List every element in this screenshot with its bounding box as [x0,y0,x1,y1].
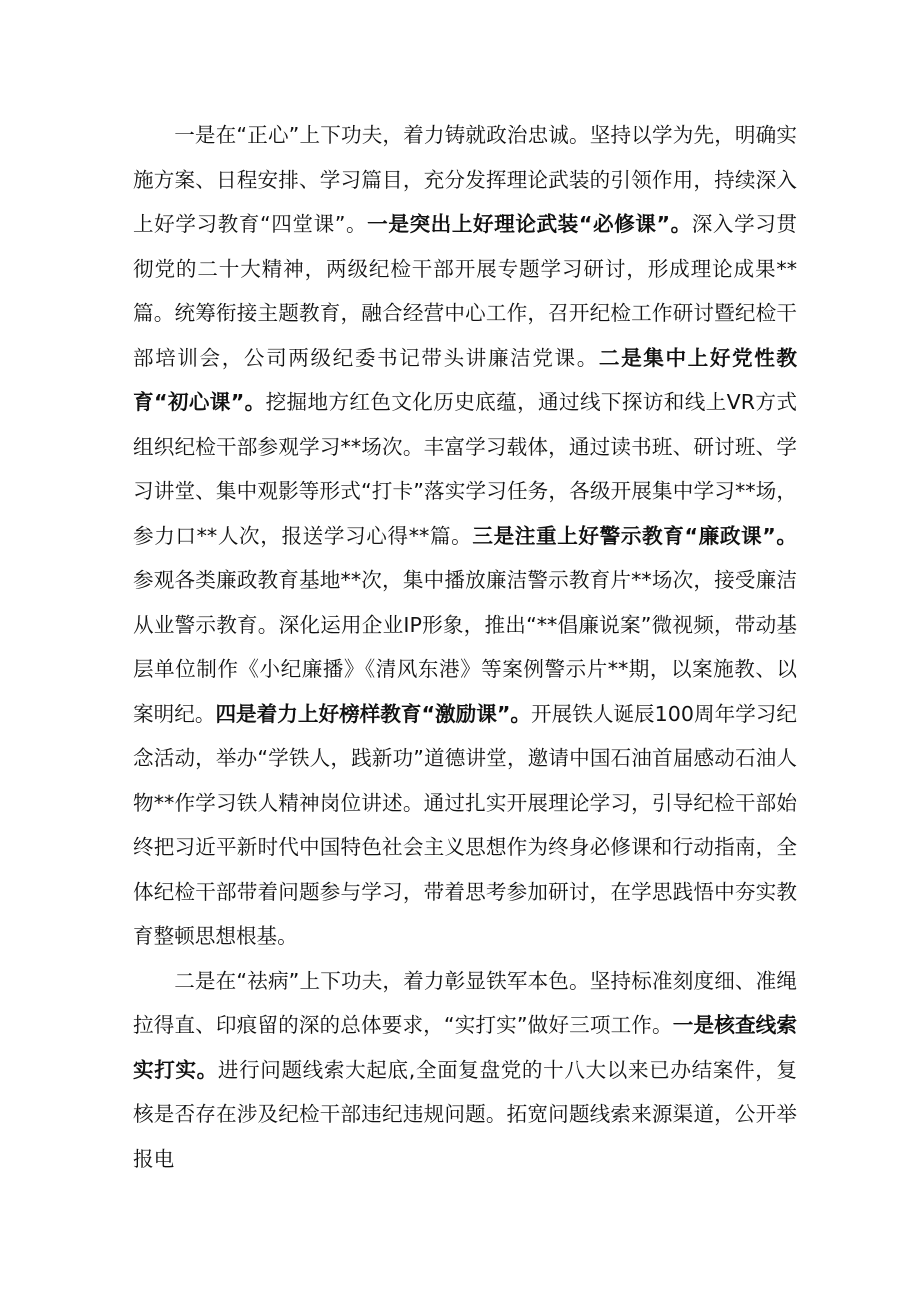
bold-heading: 三是注重上好警示教育“廉政课”。 [472,523,798,548]
bold-heading: 四是着力上好榜样教育“激励课”。 [215,701,532,726]
bold-heading: 一是核查线索实打实。 [133,1013,797,1082]
paragraph-text: 一是在“正心”上下功夫，着力铸就政治忠诚。坚持以学为先，明确实施方案、日程安排、学习篇目，充分发挥理论武装的引领作用，持续深入上好学习教育“四堂课”。 [133,123,797,236]
paragraph-text: 参观各类廉政教育基地**次，集中播放廉洁警示教育片**场次，接受廉洁从业警示教育。深化运用企业IP形象，推出“**倡廉说案”微视频，带动基层单位制作《小纪廉播》《清风东港》等案例警示片**期，以案施教、以案明纪。 [133,568,797,726]
paragraph-text: 开展铁人诞辰100周年学习纪念活动，举办“学铁人，践新功”道德讲堂，邀请中国石油首届感动石油人物**作学习铁人精神岗位讲述。通过扎实开展理论学习，引导纪检干部始终把习近平新时代中国特色社会主义思想作为终身必修课和行动指南，全体纪检干部带着问题参与学习，带着思考参加研讨，在学思践悟中夯实教育整顿思想根基。 [133,701,798,948]
bold-heading: 一是突出上好理论武装“必修课”。 [367,212,692,236]
paragraph-text: 进行问题线索大起底,全面复盘党的十八大以来已办结案件，复核是否存在涉及纪检干部违纪违规问题。拓宽问题线索来源渠道，公开举报电 [133,1057,798,1171]
paragraph-qubing [133,959,797,1182]
document-page [133,113,797,1181]
paragraph-text: 二是在“祛病”上下功夫，着力彰显铁军本色。坚持标准刻度细、准绳拉得直、印痕留的深的总体要求，“实打实”做好三项工作。 [133,968,797,1037]
paragraph-zhengxin [133,113,797,959]
paragraph-text: 挖掘地方红色文化历史底蕴，通过线下探访和线上VR方式组织纪检干部参观学习**场次。丰富学习载体，通过读书班、研讨班、学习讲堂、集中观影等形式“打卡”落实学习任务，各级开展集中学习**场，参力口**人次，报送学习心得**篇。 [133,390,797,548]
paragraph-text: 深入学习贯彻党的二十大精神，两级纪检干部开展专题学习研讨，形成理论成果**篇。统筹衔接主题教育，融合经营中心工作，召开纪检工作研讨暨纪检干部培训会，公司两级纪委书记带头讲廉洁党课。 [133,212,797,370]
bold-heading: 二是集中上好党性教育“初心课”。 [133,345,798,414]
